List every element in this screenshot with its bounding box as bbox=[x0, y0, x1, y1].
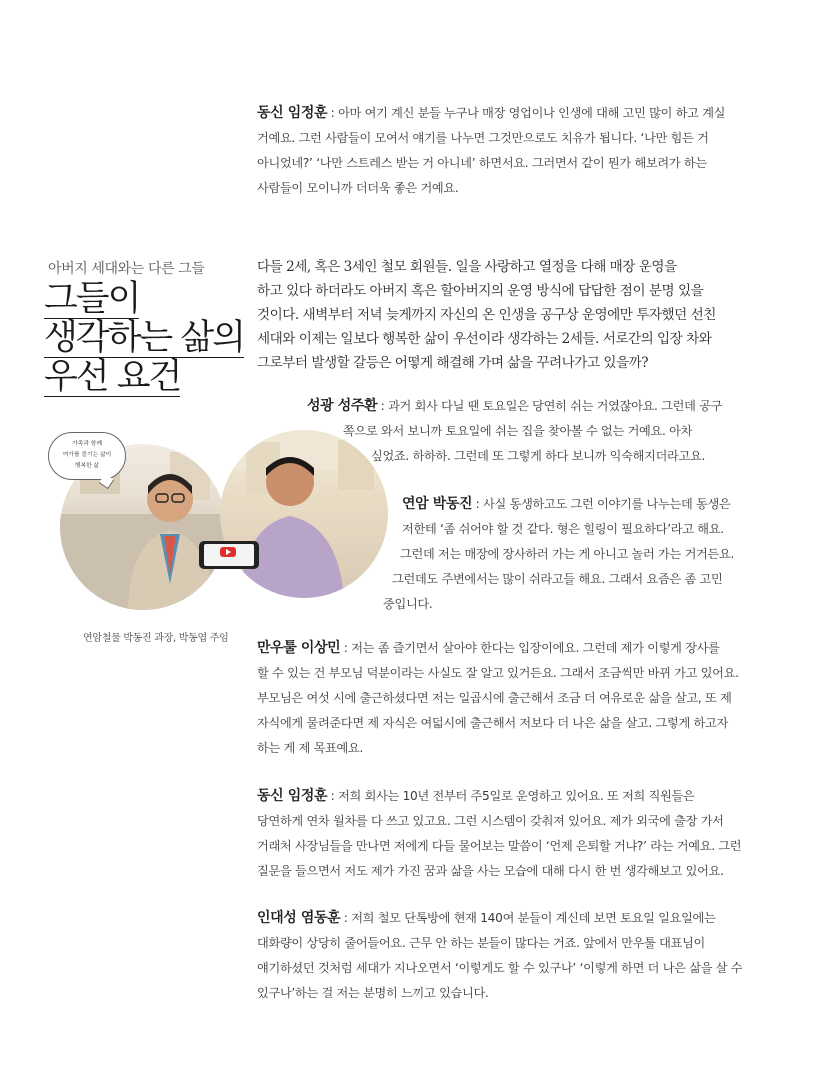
bubble-line: 행복한 삶 bbox=[74, 463, 100, 469]
quote-text: 질문을 들으면서 저도 제가 가진 꿈과 삶을 사는 모습에 대해 다시 한 번 생각해보고 있어요. bbox=[257, 864, 724, 878]
intro-line: 하고 있다 하더라도 아버지 혹은 할아버지의 운영 방식에 답답한 점이 분명 있을 bbox=[257, 283, 704, 299]
speech-bubble bbox=[48, 432, 126, 480]
quote-indaeseong: 인대성 염동훈 : 저희 철모 단톡방에 현재 140여 분들이 계신데 보면 토요일 일요일에는 대화량이 상당히 줄어들어요. 근무 안 하는 분들이 많다는 거죠. 앞에서 만우툴 대표님이 얘기하셨던 것처럼 세대가 지나오면서 ‘이렇게도 할 수 있구나’ ‘이렇게 하면 더 나은 삶을 살 수 있구나’하는 걸 저는 분명히 느끼고 있습니다. bbox=[257, 906, 742, 1006]
speaker-name: 성광 성주환 bbox=[307, 398, 378, 414]
quote-dongshin-1: 동신 임정훈 : 아마 여기 계신 분들 누구나 매장 영업이나 인생에 대해 고민 많이 하고 계실 거예요. 그런 사람들이 모여서 얘기를 나누면 그것만으로도 치유가 됩니다. ‘나만 힘든 거 아니었네?’ ‘나만 스트레스 받는 거 아니네’ 하면서요. 그러면서 같이 뭔가 해보려가 하는 사람들이 모이니까 더더욱 좋은 거예요. bbox=[257, 101, 725, 201]
speaker-name: 인대성 염동훈 bbox=[257, 910, 341, 926]
bubble-line: 가족과 함께 bbox=[72, 441, 102, 447]
quote-text: 중입니다. bbox=[383, 597, 433, 611]
quote-text: 대화량이 상당히 줄어들어요. 근무 안 하는 분들이 많다는 거죠. 앞에서 만우툴 대표님이 bbox=[257, 936, 706, 950]
title-line: 우선 요건 bbox=[44, 357, 181, 397]
quote-text: 그런데도 주변에서는 많이 쉬라고들 해요. 그래서 요즘은 좀 고민 bbox=[392, 572, 723, 586]
quote-text: 부모님은 여섯 시에 출근하셨다면 저는 일곱시에 출근해서 조금 더 여유로운 삶을 살고, 또 제 bbox=[257, 691, 732, 705]
intro-line: 그로부터 발생할 갈등은 어떻게 해결해 가며 삶을 꾸려나가고 있을까? bbox=[257, 355, 649, 371]
intro-paragraph bbox=[257, 255, 716, 375]
quote-text: 얘기하셨던 것처럼 세대가 지나오면서 ‘이렇게도 할 수 있구나’ ‘이렇게 하면 더 나은 삶을 살 수 bbox=[257, 961, 743, 975]
quote-text: 사실 동생하고도 그런 이야기를 나누는데 동생은 bbox=[483, 497, 731, 511]
quote-text: 저희 철모 단톡방에 현재 140여 분들이 계신데 보면 토요일 일요일에는 bbox=[351, 911, 716, 925]
quote-manutool: 만우툴 이상민 : 저는 좀 즐기면서 살아야 한다는 입장이에요. 그런데 제가 이렇게 장사를 할 수 있는 건 부모님 덕분이라는 사실도 잘 알고 있거든요. 그래서 조금씩만 바뀌 가고 있어요. 부모님은 여섯 시에 출근하셨다면 저는 일곱시에 출근해서 조금 더 여유로운 삶을 살고, 또 제 자식에게 물려준다면 제 자식은 여덟시에 출근해서 저보다 더 나은 삶을 살고. 그렇게 하고자 하는 게 제 목표예요. bbox=[257, 636, 739, 761]
quote-seongkwang: 성광 성주환 : 과거 회사 다닐 땐 토요일은 당연히 쉬는 거였잖아요. 그런데 공구 쪽으로 와서 보니까 토요일에 쉬는 집을 찾아볼 수 없는 거예요. 아차 싶었죠. 하하하. 그런데 또 그렇게 하다 보니까 익숙해지더라고요. bbox=[0, 394, 821, 469]
quote-text: 아마 여기 계신 분들 누구나 매장 영업이나 인생에 대해 고민 많이 하고 계실 bbox=[338, 106, 726, 120]
title-line: 생각하는 삶의 bbox=[44, 318, 244, 358]
speaker-name: 동신 임정훈 bbox=[257, 788, 328, 804]
intro-line: 세대와 이제는 일보다 행복한 삶이 우선이라 생각하는 2세들. 서로간의 입장 차와 bbox=[257, 331, 712, 347]
bubble-line: 여가를 즐기는 삶이 bbox=[62, 452, 112, 458]
quote-text: 과거 회사 다닐 땐 토요일은 당연히 쉬는 거였잖아요. 그런데 공구 bbox=[388, 399, 723, 413]
speaker-name: 동신 임정훈 bbox=[257, 105, 328, 121]
speaker-name: 만우툴 이상민 bbox=[257, 640, 341, 656]
quote-dongshin-2: 동신 임정훈 : 저희 회사는 10년 전부터 주5일로 운영하고 있어요. 또 저희 직원들은 당연하게 연차 월차를 다 쓰고 있고요. 그런 시스템이 갖춰져 있어요. 제가 외국에 출장 가서 거래처 사장님들을 만나면 저에게 다들 물어보는 말씀이 ‘언제 은퇴할 거냐?’ 라는 거예요. 그런 질문을 들으면서 저도 제가 가진 꿈과 삶을 사는 모습에 대해 다시 한 번 생각해보고 있어요. bbox=[257, 784, 741, 884]
intro-line: 것이다. 새벽부터 저녁 늦게까지 자신의 온 인생을 공구상 운영에만 투자했던 선친 bbox=[257, 307, 716, 323]
quote-text: 아니었네?’ ‘나만 스트레스 받는 거 아니네’ 하면서요. 그러면서 같이 뭔가 해보려가 하는 bbox=[257, 156, 707, 170]
quote-text: 싶었죠. 하하하. 그런데 또 그렇게 하다 보니까 익숙해지더라고요. bbox=[371, 449, 706, 463]
quote-text: 거예요. 그런 사람들이 모여서 얘기를 나누면 그것만으로도 치유가 됩니다. ‘나만 힘든 거 bbox=[257, 131, 709, 145]
quote-text: 자식에게 물려준다면 제 자식은 여덟시에 출근해서 저보다 더 나은 삶을 살고. 그렇게 하고자 bbox=[257, 716, 728, 730]
quote-text: 있구나’하는 걸 저는 분명히 느끼고 있습니다. bbox=[257, 986, 489, 1000]
quote-text: 쪽으로 와서 보니까 토요일에 쉬는 집을 찾아볼 수 없는 거예요. 아차 bbox=[343, 424, 693, 438]
quote-yeonam: 연암 박동진 : 사실 동생하고도 그런 이야기를 나누는데 동생은 저한테 ‘좀 쉬어야 할 것 같다. 형은 힐링이 필요하다’라고 해요. 그런데 저는 매장에 장사하러 가는 게 아니고 놀러 가는 거거든요. 그런데도 주변에서는 많이 쉬라고들 해요. 그래서 요즘은 좀 고민 중입니다. bbox=[0, 492, 821, 617]
section-title bbox=[44, 279, 244, 399]
photo-caption: 연암철물 박동진 과장, 박동엽 주임 bbox=[83, 633, 229, 644]
quote-text: 거래처 사장님들을 만나면 저에게 다들 물어보는 말씀이 ‘언제 은퇴할 거냐?’ 라는 거예요. 그런 bbox=[257, 839, 742, 853]
quote-text: 저한테 ‘좀 쉬어야 할 것 같다. 형은 힐링이 필요하다’라고 해요. bbox=[402, 522, 724, 536]
title-line: 그들이 bbox=[44, 279, 140, 319]
quote-text: 그런데 저는 매장에 장사하러 가는 게 아니고 놀러 가는 거거든요. bbox=[400, 547, 735, 561]
quote-text: 할 수 있는 건 부모님 덕분이라는 사실도 잘 알고 있거든요. 그래서 조금씩만 바뀌 가고 있어요. bbox=[257, 666, 739, 680]
section-kicker: 아버지 세대와는 다른 그들 bbox=[48, 261, 205, 277]
intro-line: 다들 2세, 혹은 3세인 철모 회원들. 일을 사랑하고 열정을 다해 매장 운영을 bbox=[257, 259, 677, 275]
quote-text: 저는 좀 즐기면서 살아야 한다는 입장이에요. 그런데 제가 이렇게 장사를 bbox=[351, 641, 720, 655]
quote-text: 하는 게 제 목표예요. bbox=[257, 741, 364, 755]
quote-text: 저희 회사는 10년 전부터 주5일로 운영하고 있어요. 또 저희 직원들은 bbox=[338, 789, 695, 803]
quote-text: 사람들이 모이니까 더더욱 좋은 거예요. bbox=[257, 181, 459, 195]
speaker-name: 연암 박동진 bbox=[402, 496, 473, 512]
quote-text: 당연하게 연차 월차를 다 쓰고 있고요. 그런 시스템이 갖춰져 있어요. 제가 외국에 출장 가서 bbox=[257, 814, 724, 828]
